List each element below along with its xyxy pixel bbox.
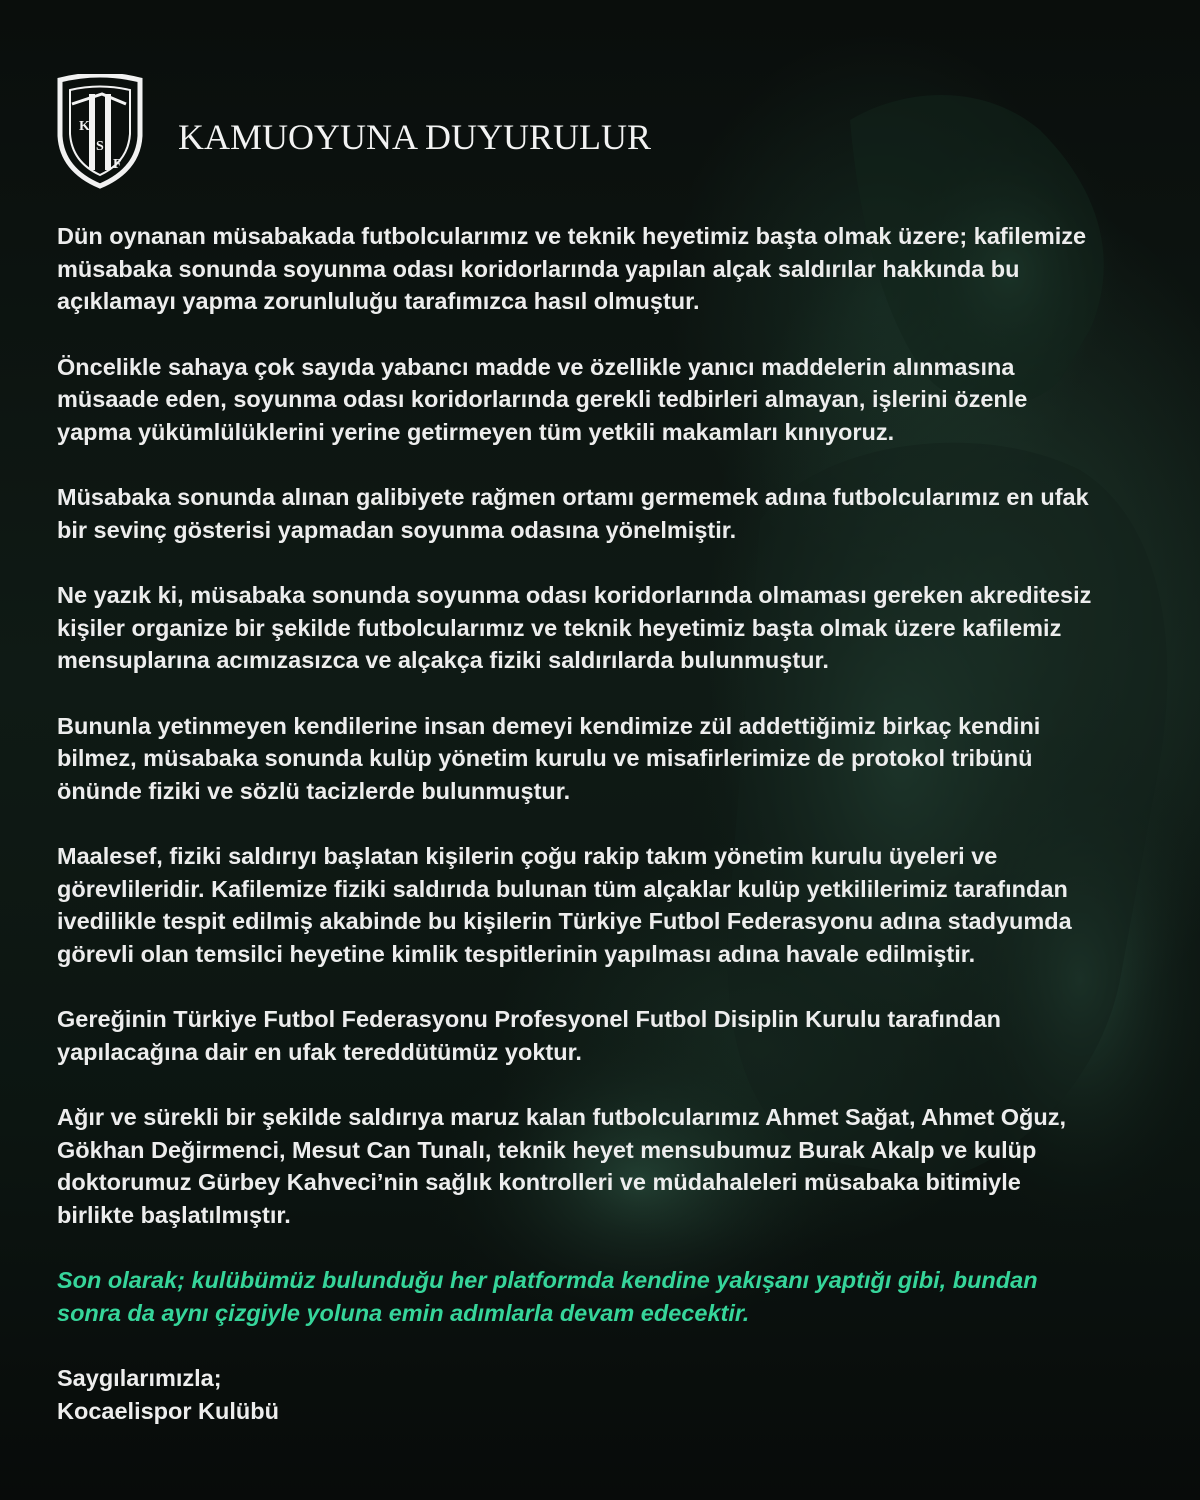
- text-line: Ne yazık ki, müsabaka sonunda soyunma odası koridorlarında olmaması gereken akreditesiz: [57, 582, 1092, 608]
- page-title: KAMUOYUNA DUYURULUR: [178, 117, 652, 157]
- closing-line: sonra da aynı çizgiyle yoluna emin adımlarla devam edecektir.: [57, 1299, 750, 1326]
- closing-line: Son olarak; kulübümüz bulunduğu her platformda kendine yakışanı yaptığı gibi, bundan: [57, 1267, 1038, 1293]
- club-crest-logo: [52, 74, 148, 190]
- crest-letter-f: F: [113, 157, 122, 172]
- text-line: bir sevinç gösterisi yapmadan soyunma odasına yönelmiştir.: [57, 516, 737, 543]
- text-line: müsaade eden, soyunma odası koridorlarında gerekli tedbirleri almayan, işlerini özenle: [57, 386, 1028, 412]
- text-line: mensuplarına acımızasızca ve alçakça fiziki saldırılarda bulunmuştur.: [57, 647, 829, 673]
- paragraph-7: [57, 1003, 1177, 1068]
- announcement-body: [57, 220, 1177, 1427]
- text-line: birlikte başlatılmıştır.: [57, 1201, 291, 1228]
- text-line: açıklamayı yapma zorunluluğu tarafımızca hasıl olmuştur.: [57, 288, 700, 314]
- signature-club-name: Kocaelispor Kulübü: [57, 1397, 279, 1424]
- text-line: görevli olan temsilci heyetine kimlik tespitlerinin yapılması adına havale edilmiştir.: [57, 940, 976, 967]
- closing-statement: [57, 1264, 1177, 1329]
- paragraph-1: [57, 220, 1177, 318]
- text-line: Müsabaka sonunda alınan galibiyete rağmen ortamı germemek adına futbolcularımız en ufak: [57, 484, 1089, 510]
- text-line: Ağır ve sürekli bir şekilde saldırıya maruz kalan futbolcularımız Ahmet Sağat, Ahmet Oğuz,: [57, 1104, 1067, 1130]
- text-line: görevlileridir. Kafilemize fiziki saldırıda bulunan tüm alçaklar kulüp yetkililerimiz tarafından: [57, 875, 1068, 902]
- text-line: müsabaka sonunda soyunma odası koridorlarında yapılan alçak saldırılar hakkında bu: [57, 255, 1020, 282]
- paragraph-2: [57, 351, 1177, 449]
- signature-greeting: Saygılarımızla;: [57, 1365, 222, 1391]
- signature: [57, 1362, 1177, 1427]
- text-line: bilmez, müsabaka sonunda kulüp yönetim kurulu ve misafirlerimize de protokol tribünü: [57, 745, 1033, 771]
- paragraph-5: [57, 710, 1177, 808]
- text-line: doktorumuz Gürbey Kahveci’nin sağlık kontrolleri ve müdahaleleri müsabaka bitimiyle: [57, 1169, 1021, 1195]
- crest-letter-s: S: [96, 139, 104, 154]
- paragraph-4: [57, 579, 1177, 677]
- header: [52, 72, 651, 192]
- text-line: Öncelikle sahaya çok sayıda yabancı madde ve özellikle yanıcı maddelerin alınmasına: [57, 353, 1015, 380]
- text-line: yapma yükümlülüklerini yerine getirmeyen tüm yetkili makamları kınıyoruz.: [57, 418, 895, 445]
- text-line: Dün oynanan müsabakada futbolcularımız ve teknik heyetimiz başta olmak üzere; kafilemize: [57, 223, 1087, 249]
- text-line: Gökhan Değirmenci, Mesut Can Tunalı, teknik heyet mensubumuz Burak Akalp ve kulüp: [57, 1136, 1037, 1163]
- paragraph-3: [57, 481, 1177, 546]
- text-line: Bununla yetinmeyen kendilerine insan demeyi kendimize zül addettiğimiz birkaç kendini: [57, 712, 1041, 739]
- text-line: Gereğinin Türkiye Futbol Federasyonu Profesyonel Futbol Disiplin Kurulu tarafından: [57, 1006, 1002, 1032]
- text-line: ivedilikle tespit edilmiş akabinde bu kişilerin Türkiye Futbol Federasyonu adına stadyumda: [57, 908, 1072, 934]
- paragraph-6: [57, 840, 1177, 970]
- text-line: Maalesef, fiziki saldırıyı başlatan kişilerin çoğu rakip takım yönetim kurulu üyeleri ve: [57, 843, 998, 869]
- crest-letter-k: K: [79, 119, 90, 134]
- text-line: yapılacağına dair en ufak tereddütümüz yoktur.: [57, 1038, 582, 1065]
- paragraph-8: [57, 1101, 1177, 1231]
- text-line: önünde fiziki ve sözlü tacizlerde bulunmuştur.: [57, 777, 571, 804]
- text-line: kişiler organize bir şekilde futbolcularımız ve teknik heyetimiz başta olmak üzere kafilemiz: [57, 614, 1062, 641]
